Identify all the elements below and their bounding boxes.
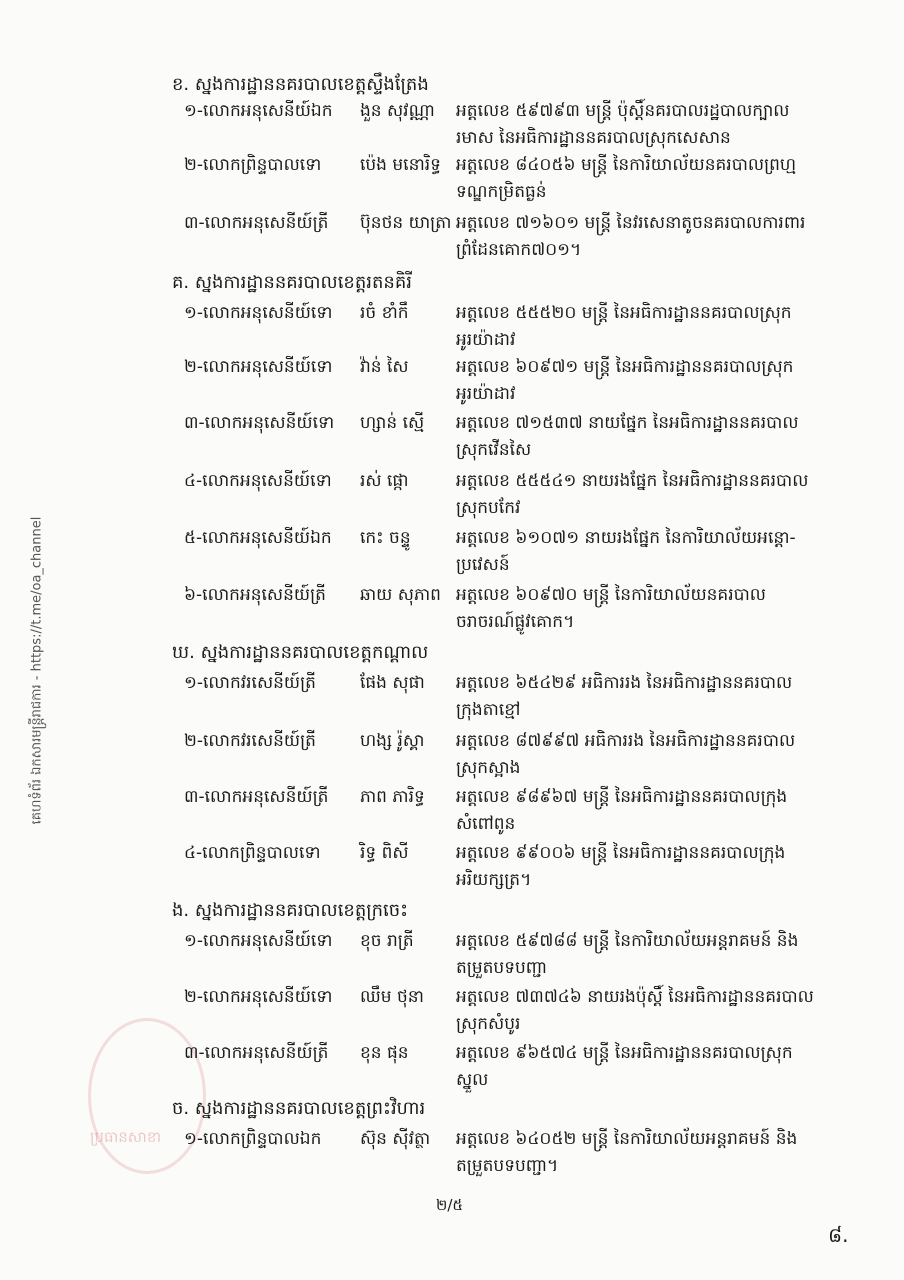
list-item	[0, 1128, 904, 1184]
entry-detail: អត្តលេខ ៦០៩៧១ មន្ត្រី នៃអធិការដ្ឋាននគរបាលស្រុក	[456, 357, 794, 377]
list-item	[0, 154, 904, 210]
entry-detail: អត្តលេខ ៥៥៥២០ មន្ត្រី នៃអធិការដ្ឋាននគរបាលស្រុក	[456, 303, 792, 323]
entry-title: ៣-លោកអនុសេនីយ៍ទោ	[184, 413, 335, 433]
entry-detail-cont: ស្រុកស្អាង	[456, 758, 521, 778]
entry-title: ៣-លោកអនុសេនីយ៍ត្រី	[184, 213, 329, 233]
entry-detail: អត្តលេខ ៩៩០០៦ មន្ត្រី នៃអធិការដ្ឋាននគរបាលក្រុង	[456, 843, 786, 863]
list-item	[0, 672, 904, 728]
entry-detail-cont: អូរយ៉ាដាវ	[456, 330, 516, 350]
entry-detail-cont: សំពៅពូន	[456, 814, 516, 834]
entry-title: ៤-លោកអនុសេនីយ៍ទោ	[184, 471, 332, 491]
entry-detail: អត្តលេខ ៧១៥៣៧ នាយផ្នែក នៃអធិការដ្ឋាននគរបាល	[456, 413, 799, 433]
entry-detail-cont: អូរយ៉ាដាវ	[456, 384, 516, 404]
entry-detail: អត្តលេខ ៥៥៥៤១ នាយរងផ្នែក នៃអធិការដ្ឋាននគរបាល	[456, 471, 809, 491]
entry-title: ១-លោកវរសេនីយ៍ត្រី	[184, 673, 316, 693]
entry-detail-cont: ប្រវេសន៍	[456, 555, 510, 575]
entry-detail-cont: ស្រុកវើនសៃ	[456, 440, 532, 460]
list-item	[0, 212, 904, 268]
entry-name: រស់ ផ្កោ	[360, 471, 409, 491]
section-heading: ង. ស្នងការដ្ឋាននគរបាលខេត្តក្រចេះ	[172, 900, 409, 921]
entry-detail: អត្តលេខ ៧៣៧៤៦ នាយរងប៉ុស្តិ៍ នៃអធិការដ្ឋាននគរបាល	[456, 987, 814, 1007]
entry-detail: អត្តលេខ ៦០៩៧០ មន្ត្រី នៃការិយាល័យនគរបាល	[456, 585, 766, 605]
entry-title: ២-លោកព្រិន្ទបាលទោ	[184, 155, 322, 175]
entry-title: ៤-លោកព្រិន្ទបាលទោ	[184, 843, 321, 863]
entry-name: ងួន សុវណ្ណា	[360, 101, 435, 121]
section-heading: ឃ. ស្នងការដ្ឋាននគរបាលខេត្តកណ្ដាល	[172, 642, 429, 663]
entry-detail-cont: ក្រុងតាខ្មៅ	[456, 700, 521, 720]
entry-title: ២-លោកវរសេនីយ៍ត្រី	[184, 731, 316, 751]
entry-detail: អត្តលេខ ៦៤០៥២ មន្ត្រី នៃការិយាល័យអន្តរាគមន៍ និង	[456, 1129, 798, 1149]
list-item	[0, 527, 904, 583]
page-number: ២/៥	[436, 1196, 464, 1214]
stamp-text: ប្រធានសាខា	[90, 1128, 162, 1146]
entry-name: ប៉េង មនោរិទ្ធ	[360, 155, 441, 175]
entry-title: ១-លោកព្រិន្ទបាលឯក	[184, 1129, 322, 1149]
entry-detail-cont: ស្រុកសំបូរ	[456, 1014, 521, 1034]
list-item	[0, 930, 904, 986]
section-heading: ច. ស្នងការដ្ឋាននគរបាលខេត្តព្រះវិហារ	[172, 1098, 426, 1119]
list-item	[0, 986, 904, 1042]
entry-detail-cont: ស្នួល	[456, 1070, 489, 1090]
entry-detail-cont: រមាស នៃអធិការដ្ឋាននគរបាលស្រុកសេសាន	[456, 128, 731, 148]
entry-name: រិទ្ធ ពិសី	[360, 843, 409, 863]
list-item	[0, 470, 904, 526]
entry-name: រចំ ខាំកឹ	[360, 303, 409, 323]
entry-detail: អត្តលេខ ៩៨៩៦៧ មន្ត្រី នៃអធិការដ្ឋាននគរបាលក្រុង	[456, 787, 788, 807]
entry-name: ហង្ស រ៉ូស្គា	[360, 731, 425, 751]
entry-name: កេះ ចន្ទូ	[360, 528, 411, 548]
entry-name: ស៊ុន ស៊ីវត្ថា	[360, 1129, 431, 1149]
entry-detail: អត្តលេខ ៧១៦០១ មន្ត្រី នៃវរសេនាតូចនគរបាលការពារ	[456, 213, 806, 233]
entry-name: ឆាយ សុភាព	[360, 585, 441, 605]
list-item	[0, 356, 904, 412]
entry-detail: អត្តលេខ ៥៩៧៩៣ មន្ត្រី ប៉ុស្តិ៍នគរបាលរដ្ឋបាលក្បាល	[456, 101, 790, 121]
entry-detail: អត្តលេខ ៩៦៥៧៤ មន្ត្រី នៃអធិការដ្ឋាននគរបាលស្រុក	[456, 1043, 793, 1063]
entry-title: ៦-លោកអនុសេនីយ៍ត្រី	[184, 585, 326, 605]
section-heading: ខ. ស្នងការដ្ឋាននគរបាលខេត្តស្ទឹងត្រែង	[172, 74, 429, 95]
entry-name: ហ្សាន់ ស្មើ	[360, 413, 425, 433]
list-item	[0, 842, 904, 898]
list-item	[0, 786, 904, 842]
entry-name: ផែង សុផា	[360, 673, 425, 693]
section-heading: គ. ស្នងការដ្ឋាននគរបាលខេត្តរតនគិរី	[172, 272, 412, 293]
entry-name: ប៊ុនថន យាត្រា	[360, 213, 452, 233]
corner-mark: ៨.	[828, 1223, 849, 1247]
list-item	[0, 1042, 904, 1098]
list-item	[0, 584, 904, 640]
entry-detail-cont: តម្រួតបទបញ្ជា។	[456, 1156, 559, 1176]
entry-detail: អត្តលេខ ៦១០៧១ នាយរងផ្នែក នៃការិយាល័យអន្តោ-	[456, 528, 796, 548]
entry-detail-cont: ស្រុកបកែវ	[456, 498, 521, 518]
entry-name: ខុច រាត្រី	[360, 931, 414, 951]
list-item	[0, 302, 904, 358]
entry-detail: អត្តលេខ ៥៩៧៨៨ មន្ត្រី នៃការិយាល័យអន្តរាគមន៍ និង	[456, 931, 799, 951]
entry-name: ខុន ផុន	[360, 1043, 409, 1063]
watermark-text: គេហទំព័រ ឯកសារមន្ត្រីរាជការ - https://t.me/oa_channel	[29, 516, 45, 824]
entry-title: ៣-លោកអនុសេនីយ៍ត្រី	[184, 1043, 329, 1063]
entry-title: ១-លោកអនុសេនីយ៍ទោ	[184, 931, 333, 951]
entry-detail: អត្តលេខ ៨៧៩៩៧ អធិការរង នៃអធិការដ្ឋាននគរបាល	[456, 731, 796, 751]
entry-detail-cont: អរិយក្សត្រ។	[456, 870, 532, 890]
entry-detail-cont: ចរាចរណ៍ផ្លូវគោក។	[456, 612, 575, 632]
entry-detail-cont: តម្រួតបទបញ្ជា	[456, 958, 548, 978]
entry-title: ២-លោកអនុសេនីយ៍ទោ	[184, 987, 333, 1007]
entry-detail-cont: ព្រំដែនគោក៧០១។	[456, 240, 582, 260]
entry-title: ៥-លោកអនុសេនីយ៍ឯក	[184, 528, 332, 548]
entry-detail-cont: ទណ្ឌកម្រិតធ្ងន់	[456, 182, 547, 202]
entry-title: ៣-លោកអនុសេនីយ៍ត្រី	[184, 787, 329, 807]
entry-title: ១-លោកអនុសេនីយ៍ទោ	[184, 303, 333, 323]
entry-detail: អត្តលេខ ៨៤០៥៦ មន្ត្រី នៃការិយាល័យនគរបាលព្រហ្ម	[456, 155, 797, 175]
entry-name: វ៉ាន់ សៃ	[360, 357, 409, 377]
list-item	[0, 412, 904, 468]
entry-detail: អត្តលេខ ៦៥៤២៩ អធិការរង នៃអធិការដ្ឋាននគរបាល	[456, 673, 793, 693]
entry-name: ភាព ភារិទ្ធ	[360, 787, 425, 807]
entry-title: ២-លោកអនុសេនីយ៍ទោ	[184, 357, 333, 377]
entry-title: ១-លោកអនុសេនីយ៍ឯក	[184, 101, 333, 121]
entry-name: ឈឹម ថុនា	[360, 987, 424, 1007]
list-item	[0, 100, 904, 156]
list-item	[0, 730, 904, 786]
